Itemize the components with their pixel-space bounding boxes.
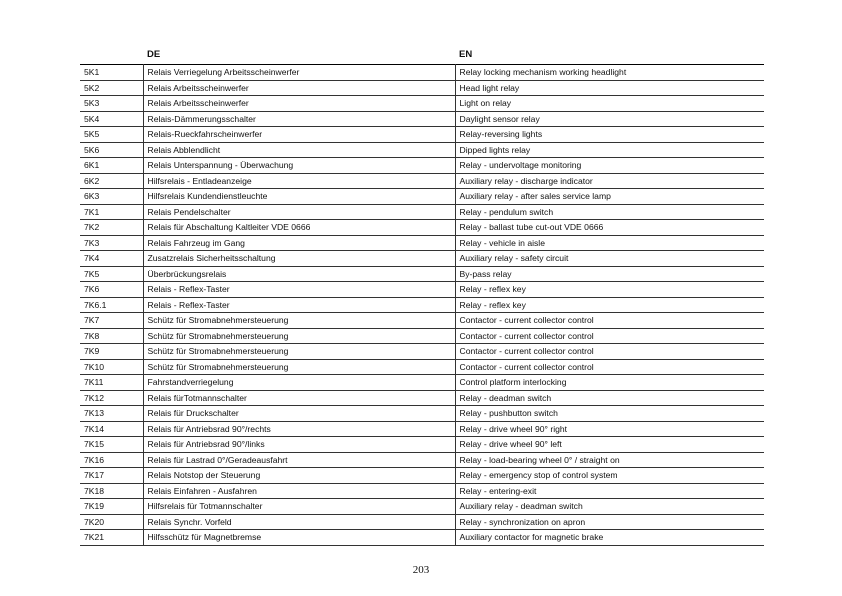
cell-de: Schütz für Stromabnehmersteuerung [143, 328, 455, 344]
cell-en: Head light relay [455, 80, 764, 96]
cell-de: Relais Fahrzeug im Gang [143, 235, 455, 251]
cell-id: 5K4 [80, 111, 143, 127]
cell-de: Relais Arbeitsscheinwerfer [143, 96, 455, 112]
cell-en: Contactor - current collector control [455, 328, 764, 344]
table-row [80, 251, 764, 267]
cell-de: Relais fürTotmannschalter [143, 390, 455, 406]
cell-de: Fahrstandverriegelung [143, 375, 455, 391]
cell-en: Relay - drive wheel 90° right [455, 421, 764, 437]
cell-de: Hilfsrelais Kundendienstleuchte [143, 189, 455, 205]
header-en: EN [459, 48, 473, 60]
page-number: 203 [412, 564, 430, 576]
cell-de: Relais - Reflex-Taster [143, 282, 455, 298]
cell-id: 7K6 [80, 282, 143, 298]
cell-de: Relais Verriegelung Arbeitsscheinwerfer [143, 65, 455, 81]
cell-id: 7K20 [80, 514, 143, 530]
cell-en: Relay - ballast tube cut-out VDE 0666 [455, 220, 764, 236]
table-row [80, 158, 764, 174]
cell-id: 7K15 [80, 437, 143, 453]
cell-en: Relay - synchronization on apron [455, 514, 764, 530]
cell-en: By-pass relay [455, 266, 764, 282]
cell-id: 5K1 [80, 65, 143, 81]
cell-de: Relais Einfahren - Ausfahren [143, 483, 455, 499]
cell-de: Relais für Abschaltung Kaltleiter VDE 0666 [143, 220, 455, 236]
cell-de: Relais-Dämmerungsschalter [143, 111, 455, 127]
cell-id: 6K1 [80, 158, 143, 174]
table-row [80, 282, 764, 298]
table-row [80, 452, 764, 468]
table-row [80, 390, 764, 406]
table-row [80, 266, 764, 282]
table-row [80, 235, 764, 251]
table-row [80, 483, 764, 499]
cell-id: 7K17 [80, 468, 143, 484]
cell-en: Relay - emergency stop of control system [455, 468, 764, 484]
cell-id: 5K3 [80, 96, 143, 112]
header-de: DE [147, 48, 161, 60]
cell-en: Relay - load-bearing wheel 0° / straight on [455, 452, 764, 468]
cell-en: Relay - reflex key [455, 282, 764, 298]
cell-de: Relais für Antriebsrad 90°/rechts [143, 421, 455, 437]
cell-id: 7K18 [80, 483, 143, 499]
cell-de: Zusatzrelais Sicherheitsschaltung [143, 251, 455, 267]
cell-de: Relais Arbeitsscheinwerfer [143, 80, 455, 96]
table-row [80, 468, 764, 484]
table-row [80, 80, 764, 96]
table-row [80, 530, 764, 546]
cell-de: Relais - Reflex-Taster [143, 297, 455, 313]
cell-en: Contactor - current collector control [455, 344, 764, 360]
cell-id: 5K5 [80, 127, 143, 143]
cell-de: Relais Synchr. Vorfeld [143, 514, 455, 530]
cell-de: Schütz für Stromabnehmersteuerung [143, 344, 455, 360]
cell-de: Überbrückungsrelais [143, 266, 455, 282]
cell-en: Contactor - current collector control [455, 313, 764, 329]
table-row [80, 499, 764, 515]
cell-id: 5K6 [80, 142, 143, 158]
cell-id: 7K5 [80, 266, 143, 282]
cell-en: Relay - pendulum switch [455, 204, 764, 220]
table-header [80, 44, 764, 65]
cell-de: Relais Pendelschalter [143, 204, 455, 220]
cell-id: 7K11 [80, 375, 143, 391]
cell-id: 7K21 [80, 530, 143, 546]
table-body [80, 65, 764, 546]
cell-en: Relay - deadman switch [455, 390, 764, 406]
table-row [80, 189, 764, 205]
cell-de: Relais für Lastrad 0°/Geradeausfahrt [143, 452, 455, 468]
cell-en: Relay - undervoltage monitoring [455, 158, 764, 174]
cell-de: Relais Unterspannung - Überwachung [143, 158, 455, 174]
table-row [80, 514, 764, 530]
table-row [80, 406, 764, 422]
cell-id: 7K16 [80, 452, 143, 468]
cell-de: Relais Notstop der Steuerung [143, 468, 455, 484]
table-row [80, 375, 764, 391]
cell-de: Relais Abblendlicht [143, 142, 455, 158]
relay-table [80, 44, 764, 546]
cell-en: Auxiliary relay - discharge indicator [455, 173, 764, 189]
table-row [80, 421, 764, 437]
cell-en: Relay-reversing lights [455, 127, 764, 143]
cell-de: Relais für Druckschalter [143, 406, 455, 422]
cell-de: Hilfsschütz für Magnetbremse [143, 530, 455, 546]
table-row [80, 142, 764, 158]
cell-id: 6K3 [80, 189, 143, 205]
cell-en: Auxiliary contactor for magnetic brake [455, 530, 764, 546]
table-row [80, 96, 764, 112]
table-row [80, 297, 764, 313]
cell-en: Dipped lights relay [455, 142, 764, 158]
cell-en: Daylight sensor relay [455, 111, 764, 127]
header-id [80, 44, 143, 65]
cell-en: Auxiliary relay - deadman switch [455, 499, 764, 515]
cell-id: 7K14 [80, 421, 143, 437]
cell-id: 7K2 [80, 220, 143, 236]
cell-en: Relay - reflex key [455, 297, 764, 313]
table-row [80, 204, 764, 220]
cell-id: 7K19 [80, 499, 143, 515]
table-row [80, 127, 764, 143]
cell-de: Relais-Rueckfahrscheinwerfer [143, 127, 455, 143]
cell-id: 7K10 [80, 359, 143, 375]
cell-id: 5K2 [80, 80, 143, 96]
cell-en: Contactor - current collector control [455, 359, 764, 375]
cell-id: 6K2 [80, 173, 143, 189]
cell-id: 7K6.1 [80, 297, 143, 313]
cell-id: 7K13 [80, 406, 143, 422]
table-row [80, 344, 764, 360]
cell-en: Relay - drive wheel 90° left [455, 437, 764, 453]
cell-de: Relais für Antriebsrad 90°/links [143, 437, 455, 453]
cell-en: Control platform interlocking [455, 375, 764, 391]
cell-en: Light on relay [455, 96, 764, 112]
cell-en: Relay - pushbutton switch [455, 406, 764, 422]
cell-en: Relay - entering-exit [455, 483, 764, 499]
cell-id: 7K8 [80, 328, 143, 344]
cell-de: Schütz für Stromabnehmersteuerung [143, 313, 455, 329]
table-row [80, 111, 764, 127]
cell-id: 7K1 [80, 204, 143, 220]
cell-en: Relay locking mechanism working headlight [455, 65, 764, 81]
cell-de: Hilfsrelais - Entladeanzeige [143, 173, 455, 189]
document-sheet [80, 44, 764, 546]
table-row [80, 437, 764, 453]
table-row [80, 220, 764, 236]
cell-id: 7K4 [80, 251, 143, 267]
cell-id: 7K12 [80, 390, 143, 406]
cell-de: Hilfsrelais für Totmannschalter [143, 499, 455, 515]
table-row [80, 328, 764, 344]
cell-id: 7K7 [80, 313, 143, 329]
cell-de: Schütz für Stromabnehmersteuerung [143, 359, 455, 375]
cell-id: 7K9 [80, 344, 143, 360]
table-row [80, 65, 764, 81]
table-row [80, 173, 764, 189]
cell-id: 7K3 [80, 235, 143, 251]
cell-en: Auxiliary relay - after sales service lamp [455, 189, 764, 205]
table-row [80, 313, 764, 329]
cell-en: Relay - vehicle in aisle [455, 235, 764, 251]
cell-en: Auxiliary relay - safety circuit [455, 251, 764, 267]
table-row [80, 359, 764, 375]
